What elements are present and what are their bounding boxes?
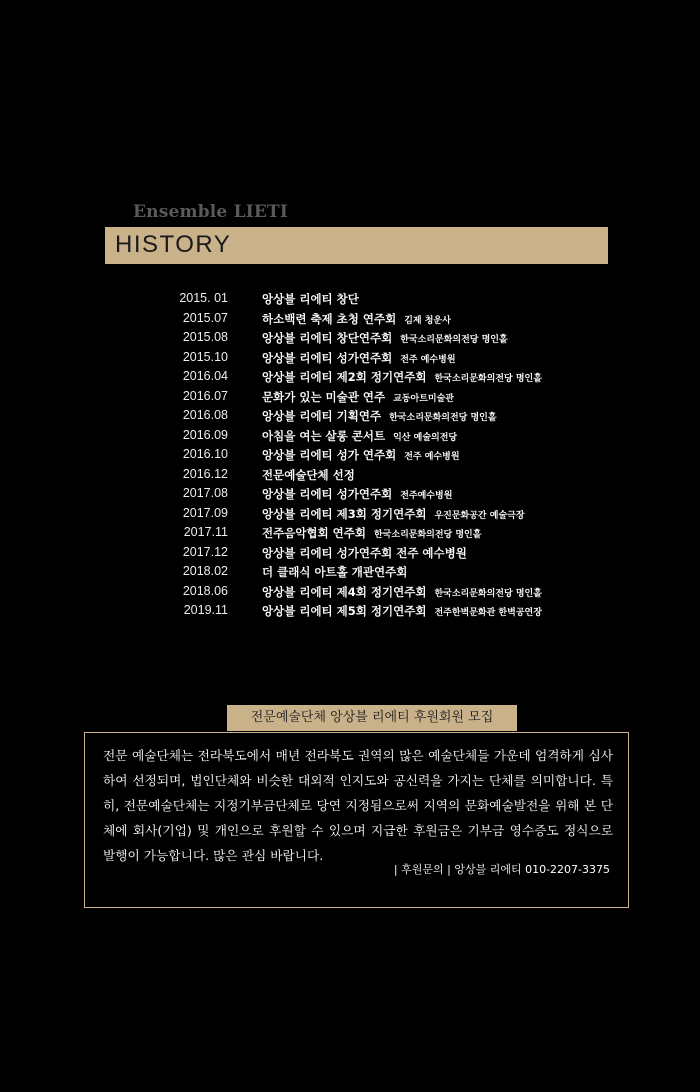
history-row [0, 389, 700, 409]
history-year: 2015. 01 [179, 291, 228, 305]
history-venue: 익산 예술의전당 [393, 432, 458, 443]
history-venue: 한국소리문화의전당 명인홀 [434, 588, 542, 599]
history-event: 앙상블 리에티 성가 연주회 전주 예수병원 [262, 448, 460, 462]
history-row [0, 486, 700, 506]
history-venue: 전주예수병원 [400, 491, 453, 501]
history-row [0, 311, 700, 331]
history-row [0, 330, 700, 350]
history-event: 전주음악협회 연주회 한국소리문화의전당 명인홀 [262, 526, 482, 540]
history-venue: 한국소리문화의전당 명인홀 [373, 530, 482, 540]
history-venue: 한국소리문화의전당 명인홀 [400, 335, 508, 345]
history-venue: 한국소리문화의전당 명인홀 [434, 374, 542, 384]
history-row [0, 545, 700, 565]
contact-info: | 후원문의 | 앙상블 리에티 010-2207-3375 [393, 863, 610, 876]
history-event: 앙상블 리에티 제3회 정기연주회 우진문화공간 예술극장 [262, 506, 525, 521]
history-year: 2015.07 [182, 310, 228, 325]
history-event: 앙상블 리에티 창단연주회 한국소리문화의전당 명인홀 [262, 331, 508, 345]
history-row [0, 447, 700, 467]
history-row [0, 525, 700, 545]
recruit-box [84, 732, 629, 908]
history-year: 2019.11 [183, 603, 228, 617]
history-venue: 전주 예수병원 [400, 354, 456, 365]
history-event: 앙상블 리에티 제4회 정기연주회 한국소리문화의전당 명인홀 [262, 584, 542, 599]
history-event: 앙상블 리에티 성가연주회 전주 예수병원 [262, 350, 456, 365]
history-year: 2017.12 [182, 544, 228, 559]
history-event: 앙상블 리에티 성가연주회 전주예수병원 [262, 487, 453, 501]
history-year: 2016.08 [182, 408, 228, 422]
history-year: 2017.09 [182, 505, 228, 520]
history-row [0, 408, 700, 428]
history-year: 2016.07 [182, 388, 228, 403]
history-year: 2016.12 [182, 466, 228, 481]
history-row [0, 584, 700, 604]
history-venue: 전주 예수병원 [404, 452, 460, 462]
history-row [0, 506, 700, 526]
history-year: 2018.02 [182, 564, 228, 578]
history-event: 전문예술단체 선정 [262, 467, 355, 482]
history-year: 2017.11 [183, 525, 228, 539]
history-venue: 김제 청운사 [404, 315, 451, 326]
history-venue: 전주한벽문화관 한벽공연장 [434, 608, 542, 618]
history-event: 앙상블 리에티 제5회 정기연주회 전주한벽문화관 한벽공연장 [262, 604, 542, 618]
history-event: 더 클래식 아트홀 개관연주회 [262, 565, 408, 579]
history-row [0, 369, 700, 389]
section-title: HISTORY [115, 231, 232, 258]
brand-name: Ensemble LIETI [133, 202, 289, 222]
history-row [0, 428, 700, 448]
history-row [0, 467, 700, 487]
history-event: 앙상블 리에티 창단 [262, 292, 359, 306]
history-venue: 우진문화공간 예술극장 [434, 510, 525, 521]
history-row [0, 564, 700, 584]
history-event: 아침을 여는 살롱 콘서트 익산 예술의전당 [262, 428, 458, 443]
history-row [0, 291, 700, 311]
history-year: 2016.04 [182, 369, 228, 383]
history-year: 2015.08 [182, 330, 228, 344]
history-event: 앙상블 리에티 제2회 정기연주회 한국소리문화의전당 명인홀 [262, 370, 542, 384]
history-row [0, 603, 700, 623]
history-event: 앙상블 리에티 기획연주 한국소리문화의전당 명인홀 [262, 409, 497, 423]
recruit-label: 전문예술단체 앙상블 리에티 후원회원 모집 [227, 705, 517, 731]
history-year: 2015.10 [182, 349, 228, 364]
history-event: 문화가 있는 미술관 연주 교동아트미술관 [262, 389, 454, 404]
history-row [0, 350, 700, 370]
history-year: 2016.09 [182, 427, 228, 442]
history-year: 2016.10 [182, 447, 228, 461]
history-venue: 교동아트미술관 [393, 393, 454, 404]
history-venue: 한국소리문화의전당 명인홀 [389, 413, 497, 423]
recruit-body: 전문 예술단체는 전라북도에서 매년 전라북도 권역의 많은 예술단체들 가운데 엄격하게 심사하여 선정되며, 법인단체와 비슷한 대외적 인지도와 공신력을 가지는 단체를 의미합니다. 특히, 전문예술단체는 지정기부금단체로 당연 지정됨으로써 지역의 문화예술발전을 위해 본 단체에 회사(기업) 및 개인으로 후원할 수 있으며 지급한 후원금은 기부금 영수증도 정식으로 발행이 가능합니다. 많은 관심 바랍니다. [103, 748, 613, 863]
history-event: 앙상블 리에티 성가연주회 전주 예수병원 [262, 545, 467, 560]
history-year: 2017.08 [182, 486, 228, 500]
history-event: 하소백련 축제 초청 연주회 김제 청운사 [262, 311, 451, 326]
history-year: 2018.06 [182, 583, 228, 598]
history-header [105, 227, 608, 264]
